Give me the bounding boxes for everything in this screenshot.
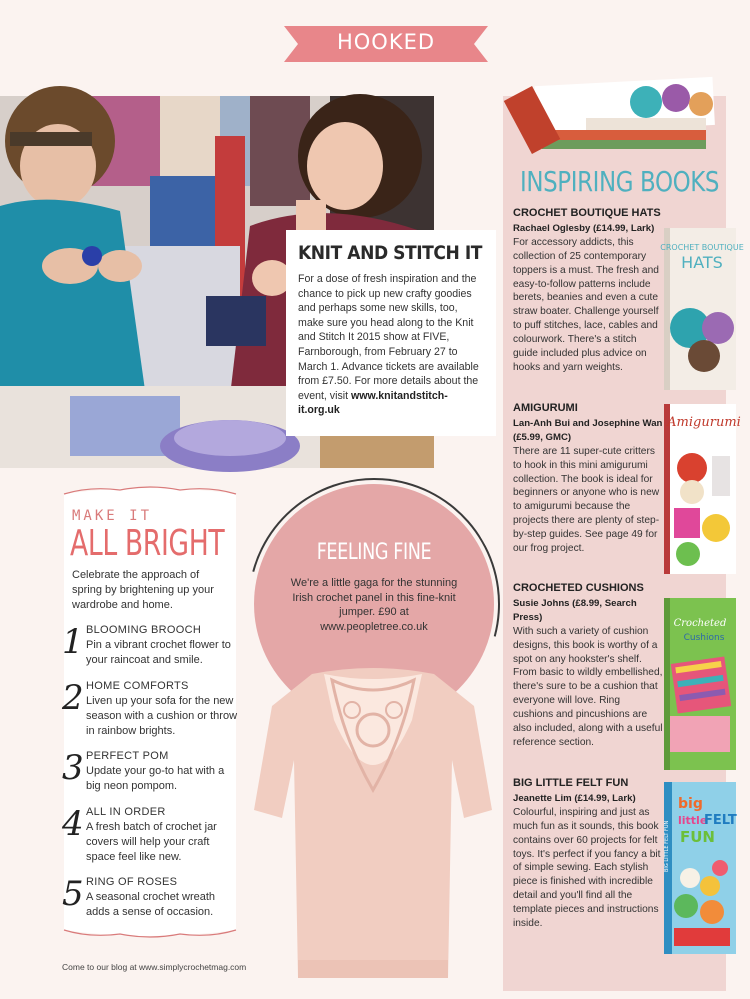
book-item <box>513 207 663 375</box>
banner-title: HOOKED <box>336 30 436 54</box>
cover-text: big <box>678 796 703 812</box>
cover-text: FUN <box>680 828 715 846</box>
make-it-kicker: MAKE IT <box>72 508 153 524</box>
feeling-fine-body: We're a little gaga for the stunning Irish crochet panel in this fine-knit jumper. £90 at www.peopletree.co.uk <box>290 577 458 633</box>
tip-title: ALL IN ORDER <box>86 806 166 818</box>
book-title: AMIGURUMI <box>513 402 578 414</box>
book-title: BIG LITTLE FELT FUN <box>513 777 629 789</box>
cover-text: Amigurumi <box>667 415 741 430</box>
footer-blog-text: Come to our blog at www.simplycrochetmag.com <box>62 962 247 972</box>
book-cover-crochet-boutique-hats <box>660 228 744 390</box>
knit-and-stitch-link[interactable]: www.knitandstitch-it.org.uk <box>298 389 448 417</box>
tip-number: 4 <box>62 804 84 844</box>
book-description: With such a variety of cushion designs, this book is worthy of a spot on any hookster's shelf. From basic to wildly embellished, there's sure to be a cushion that everyone will love. Ring cushions and pincushions are also included, along with a useful reference section. <box>513 625 663 748</box>
knit-and-stitch-text: For a dose of fresh inspiration and the chance to pick up new crafty goodies and perhaps some new skills, too, make sure you head along to the Knit and Stitch It 2015 show at FIVE, Farnborough, from February 27 to March 1. Advance tickets are available from £7.50. For more details about the event, visit <box>298 273 479 402</box>
tip-description: Update your go-to hat with a big neon pompom. <box>86 765 225 792</box>
book-author: Rachael Oglesby (£14.99, Lark) <box>513 222 655 234</box>
book-item <box>513 582 663 750</box>
tip-number: 2 <box>62 678 84 718</box>
book-item <box>513 402 663 556</box>
cover-text: BIG LITTLE FELT FUN <box>664 820 670 872</box>
tip-title: HOME COMFORTS <box>86 680 189 692</box>
book-cover-big-little-felt-fun <box>664 782 736 954</box>
tip-description: Liven up your sofa for the new season with a cushion or throw in rainbow brights. <box>86 695 238 737</box>
jumper-image <box>252 660 494 990</box>
tip-title: RING OF ROSES <box>86 876 178 888</box>
tip-title: PERFECT POM <box>86 750 169 762</box>
cover-text: HATS <box>681 253 723 272</box>
book-description: There are 11 super-cute critters to hook in this mini amigurumi collection. The book is ideal for beginners or anyone who is new to amigurumi because the projects there are plenty of step-by-step guides. See page 49 for our frog project. <box>513 445 660 555</box>
book-cover-amigurumi <box>664 404 741 574</box>
tip-number: 3 <box>62 748 84 788</box>
book-stack-image <box>516 80 716 154</box>
book-description: Colourful, inspiring and just as much fun as it sounds, this book contains over 60 projects for felt toys. It's perfect if you fancy a bit of simple sewing. Each stylish piece is finished with incredible detail and you'll find all the template pieces and instructions inside. <box>513 806 661 930</box>
section-banner <box>284 22 488 66</box>
tip-description: A fresh batch of crochet jar covers will help your craft space feel like new. <box>86 821 217 863</box>
book-item <box>513 777 663 931</box>
book-author: Jeanette Lim (£14.99, Lark) <box>513 792 636 804</box>
tip-number: 5 <box>62 874 84 914</box>
knit-and-stitch-body <box>298 272 484 418</box>
tip-title: BLOOMING BROOCH <box>86 624 202 636</box>
books-section-title: INSPIRING BOOKS <box>520 165 720 198</box>
book-author: Lan-Anh Bui and Josephine Wan (£5.99, GMC) <box>513 417 663 443</box>
book-title: CROCHET BOUTIQUE HATS <box>513 207 661 219</box>
make-it-intro: Celebrate the approach of spring by brightening up your wardrobe and home. <box>72 569 214 611</box>
make-it-title: ALL BRIGHT <box>70 523 225 564</box>
tip-number: 1 <box>62 622 84 662</box>
cover-text: CROCHET BOUTIQUE <box>660 243 744 252</box>
feeling-fine-title: FEELING FINE <box>316 540 432 565</box>
cover-text: Cushions <box>683 633 725 643</box>
cover-text: little <box>678 814 708 827</box>
book-author: Susie Johns (£8.99, Search Press) <box>513 597 637 623</box>
tip-description: A seasonal crochet wreath adds a sense of occasion. <box>86 891 216 918</box>
knit-and-stitch-title: KNIT AND STITCH IT <box>298 242 482 264</box>
book-description: For accessory addicts, this collection of 25 contemporary toppers is a must. The fresh and easy-to-follow patterns include berets, beanies and even a cute straw boater. Challenge yourself to puff stitches, lace, cables and colourwork. There's a stitch guide included plus advice on hooks and yarn weights. <box>513 236 659 373</box>
book-cover-crocheted-cushions <box>664 598 736 770</box>
knit-and-stitch-box <box>286 230 496 436</box>
cover-text: Crocheted <box>673 618 727 629</box>
tip-description: Pin a vibrant crochet flower to your raincoat and smile. <box>86 639 231 666</box>
book-title: CROCHETED CUSHIONS <box>513 582 644 594</box>
cover-text: FELT <box>704 813 737 828</box>
